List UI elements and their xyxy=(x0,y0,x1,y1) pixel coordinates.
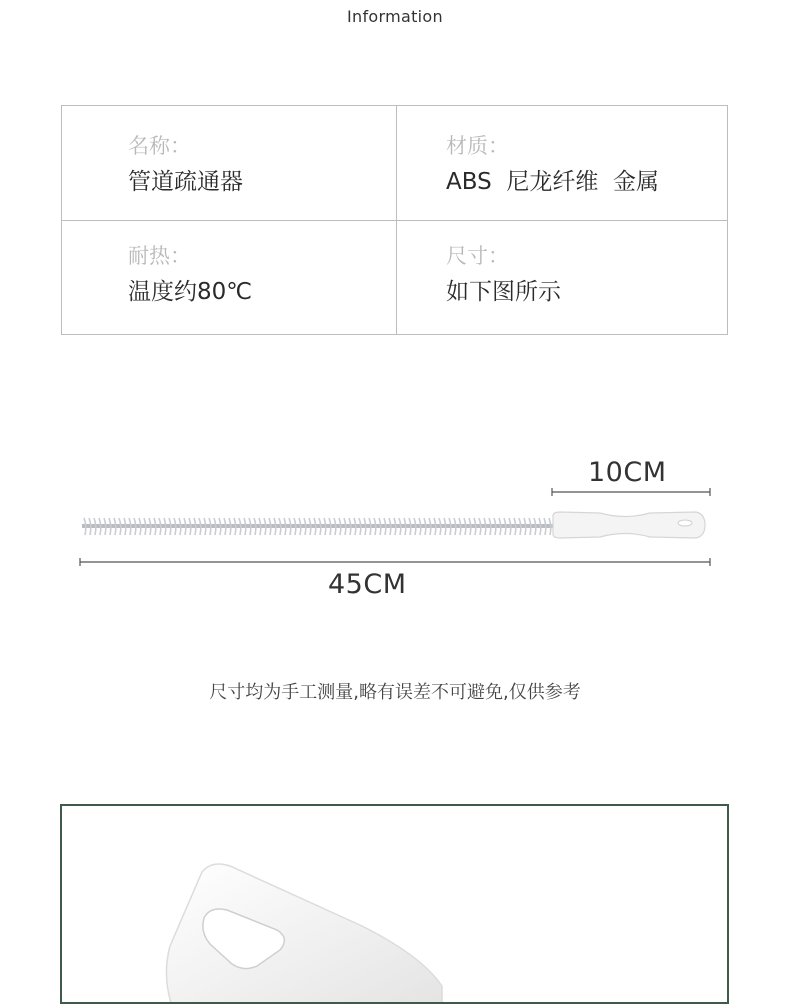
table-divider-horizontal xyxy=(62,220,727,221)
spec-size-value: 如下图所示 xyxy=(446,279,561,305)
handle-length-label: 10CM xyxy=(588,457,667,488)
spec-size-cell xyxy=(446,242,561,307)
spec-heat-label: 耐热： xyxy=(128,244,191,268)
spec-name-value: 管道疏通器 xyxy=(128,169,243,195)
spec-name-cell xyxy=(128,132,243,197)
section-title: Information xyxy=(347,7,443,26)
total-length-label: 45CM xyxy=(328,569,407,600)
spec-name-label: 名称： xyxy=(128,134,191,158)
spec-material-value: ABS 尼龙纤维 金属 xyxy=(446,169,659,195)
handle-hole xyxy=(678,520,692,526)
measurement-note: 尺寸均为手工测量,略有误差不可避免,仅供参考 xyxy=(209,682,581,703)
spec-table xyxy=(61,105,728,335)
product-handle-closeup xyxy=(62,806,729,1004)
product-dimension-diagram xyxy=(0,480,790,580)
spec-heat-cell xyxy=(128,242,252,307)
spec-material-label: 材质： xyxy=(446,134,509,158)
total-dimension-line xyxy=(80,558,710,566)
spec-material-cell xyxy=(446,132,659,197)
spec-heat-value: 温度约80℃ xyxy=(128,279,253,305)
spec-size-label: 尺寸： xyxy=(446,244,509,268)
product-photo-frame xyxy=(60,804,729,1004)
handle-dimension-line xyxy=(552,488,710,496)
